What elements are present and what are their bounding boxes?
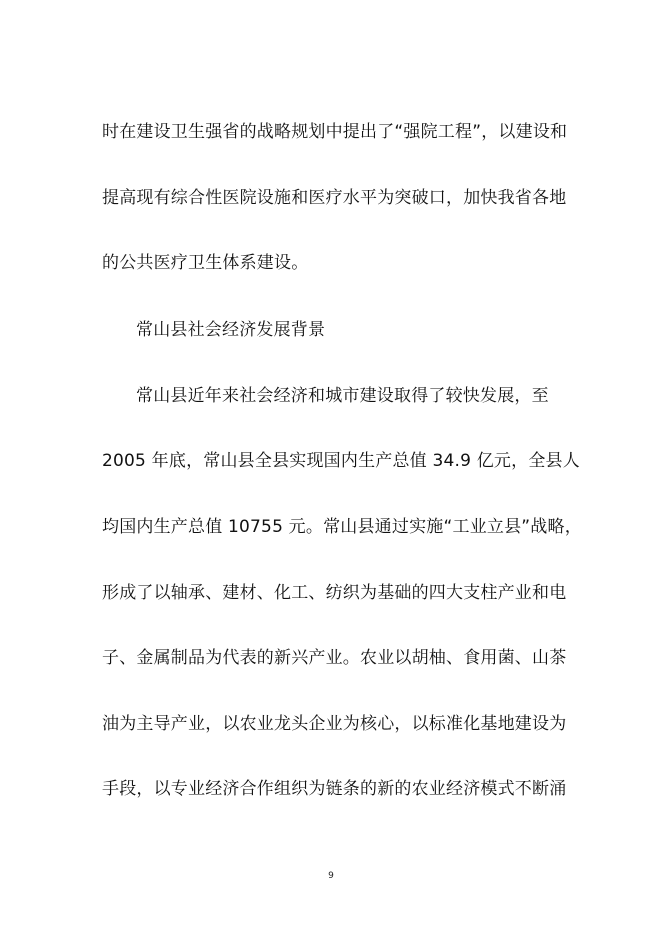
text-line-6: 2005 年底，常山县全县实现国内生产总值 34.9 亿元，全县人 [102,451,580,471]
text-line-7: 均国内生产总值 10755 元。常山县通过实施“工业立县”战略， [102,517,582,537]
text-line-11: 手段，以专业经济合作组织为链条的新的农业经济模式不断涌 [102,779,567,799]
text-line-8: 形成了以轴承、建材、化工、纺织为基础的四大支柱产业和电 [102,583,567,603]
text-line-9: 子、金属制品为代表的新兴产业。农业以胡柚、食用菌、山茶 [102,648,567,668]
page-number: 9 [328,871,334,881]
section-heading: 常山县社会经济发展背景 [136,320,326,340]
text-line-2: 提高现有综合性医院设施和医疗水平为突破口，加快我省各地 [102,188,567,208]
text-line-5: 常山县近年来社会经济和城市建设取得了较快发展，至 [136,386,549,406]
text-line-3: 的公共医疗卫生体系建设。 [102,253,309,273]
text-line-1: 时在建设卫生强省的战略规划中提出了“强院工程”，以建设和 [102,122,568,142]
text-line-10: 油为主导产业，以农业龙头企业为核心，以标准化基地建设为 [102,714,567,734]
